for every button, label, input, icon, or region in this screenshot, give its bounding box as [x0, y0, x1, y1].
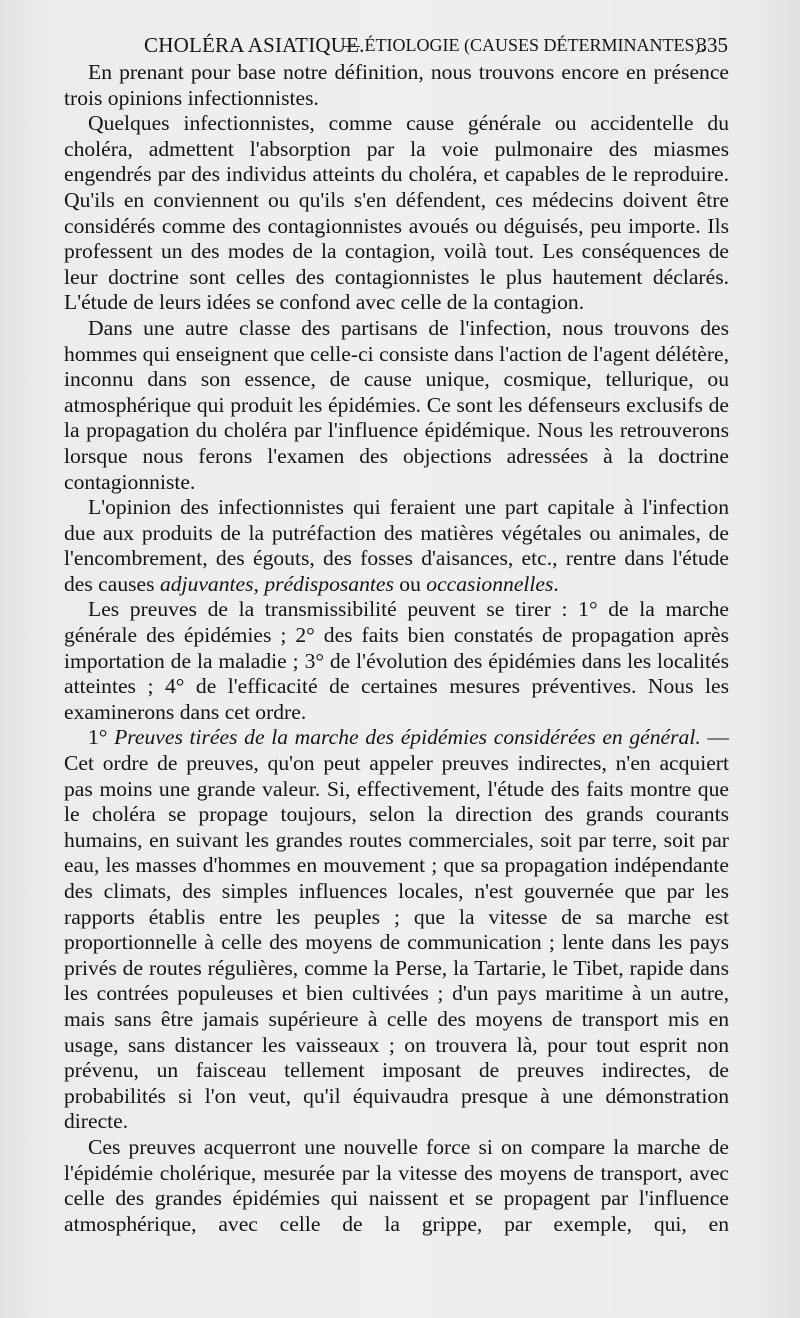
running-title: CHOLÉRA ASIATIQUE. — [144, 33, 365, 57]
paragraph-2: Quelques infectionnistes, comme cause générale ou accidentelle du choléra, admettent l'absorption par la voie pulmonaire des miasmes engendrés par des individus atteints du choléra, et capables de le reproduire. Qu'ils en conviennent ou qu'ils s'en défendent, ces médecins doivent être considérés comme des contagionnistes avoués ou déguisés, peu importe. Ils professent un des modes de la contagion, voilà tout. Les conséquences de leur doctrine sont celles des contagionnistes le plus hautement déclarés. L'étude de leurs idées se confond avec celle de la contagion. — [64, 111, 729, 315]
separator-1: , — [253, 571, 265, 596]
paragraph-4-text: L'opinion des infectionnistes qui feraient une part capitale à l'infection due aux produits de la putréfaction des matières végétales ou animales, de l'encombrement, des égouts, des fosses d'aisances, etc., rentre dans l'étude des causes — [64, 495, 729, 596]
italic-term-adjuvantes: adjuvantes — [159, 571, 254, 596]
italic-term-occasionnelles: occasionnelles — [426, 571, 554, 596]
paragraph-1: En prenant pour base notre définition, nous trouvons encore en présence trois opinions infectionnistes. — [64, 60, 729, 110]
section-number: 1° — [88, 725, 115, 750]
page-number: 335 — [696, 33, 728, 57]
paragraph-5: Les preuves de la transmissibilité peuvent se tirer : 1° de la marche générale des épidémies ; 2° des faits bien constatés de propagation après importation de la maladie ; 3° de l'évolution des épidémies dans les localités atteintes ; 4° de l'efficacité de certaines mesures préventives. Nous les examinerons dans cet ordre. — [64, 597, 729, 724]
paragraph-4 — [64, 495, 729, 597]
separator-2: ou — [393, 571, 427, 596]
italic-term-predisposantes: prédisposantes — [264, 571, 394, 596]
paragraph-7: Ces preuves acquerront une nouvelle force si on compare la marche de l'épidémie cholérique, mesurée par la vitesse des moyens de transport, avec celle des grandes épidémies qui naissent et se propagent par l'influence atmosphérique, avec celle de la grippe, par exemple, qui, en — [64, 1134, 729, 1236]
running-header — [60, 30, 728, 60]
body-text — [64, 60, 729, 1237]
paragraph-6-text: — Cet ordre de preuves, qu'on peut appeler preuves indirectes, n'en acquiert pas moins une grande valeur. Si, effectivement, l'étude des faits montre que le choléra se propage toujours, selon la direction des grands courants humains, en suivant les grandes routes commerciales, soit par terre, soit par eau, les masses d'hommes en mouvement ; que sa propagation indépendante des climats, des simples influences locales, n'est gouvernée que par les rapports établis entre les peuples ; que la vitesse de sa marche est proportionnelle à celle des moyens de communication ; lente dans les pays privés de routes régulières, comme la Perse, la Tartarie, le Tibet, rapide dans les contrées populeuses et bien cultivées ; d'un pays maritime à un autre, mais sans être jamais supérieure à celle des moyens de transport mis en usage, sans distancer les vaisseaux ; on trouvera là, pour tout esprit non prévenu, un faisceau tellement imposant de preuves indirectes, de probabilités si l'on veut, qu'il équivaudra presque à une démonstration directe. — [64, 725, 730, 1134]
paragraph-3: Dans une autre classe des partisans de l'infection, nous trouvons des hommes qui enseignent que celle-ci consiste dans l'action de l'agent délétère, inconnu dans son essence, de cause unique, cosmique, tellurique, ou atmosphérique qui produit les épidémies. Ce sont les défenseurs exclusifs de la propagation du choléra par l'influence épidémique. Nous les retrouverons lorsque nous ferons l'examen des objections adressées à la doctrine contagionniste. — [64, 315, 729, 494]
section-heading: Preuves tirées de la marche des épidémies considérées en général. — [114, 725, 701, 750]
running-subtitle: — ÉTIOLOGIE (CAUSES DÉTERMINANTES). — [342, 35, 705, 55]
paragraph-6 — [64, 725, 729, 1135]
paragraph-4-end: . — [553, 571, 559, 596]
